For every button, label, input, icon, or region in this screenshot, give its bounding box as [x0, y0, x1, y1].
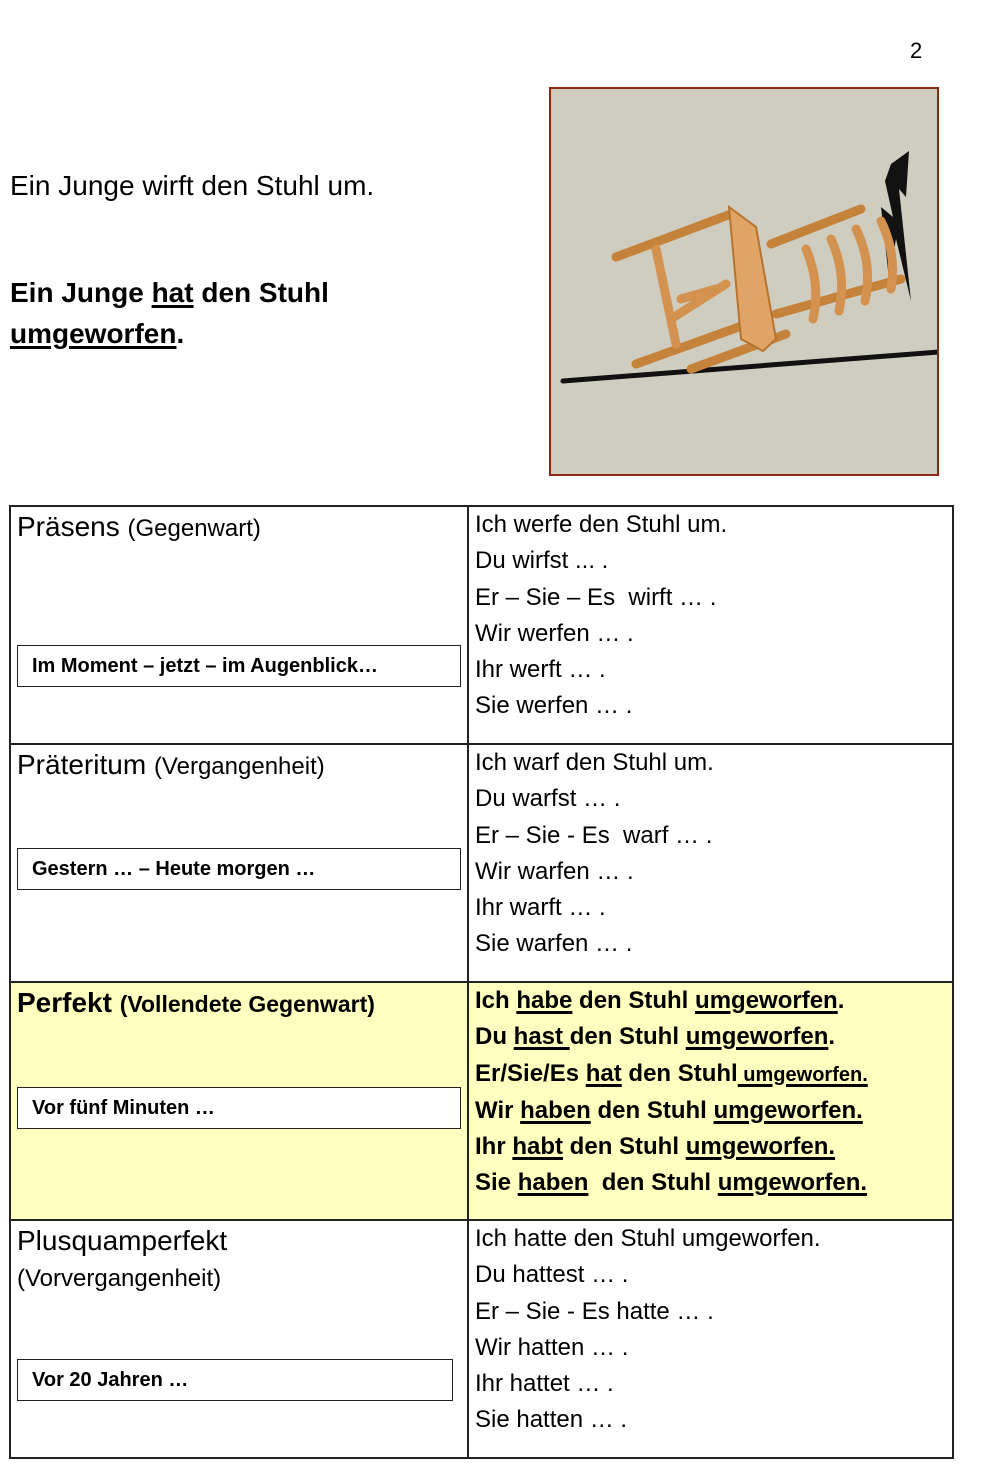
subject: Er/Sie/Es	[475, 1059, 586, 1087]
list-item	[475, 983, 952, 1019]
object: den Stuhl	[590, 1096, 714, 1124]
tense-name: Präsens	[17, 511, 120, 542]
list-item: Sie hatten … .	[475, 1406, 628, 1434]
table-row-praeteritum	[10, 744, 953, 982]
time-marker-box: Vor fünf Minuten …	[17, 1087, 461, 1129]
past-participle: umgeworfen.	[685, 1133, 836, 1161]
past-participle: umgeworfen	[695, 987, 838, 1014]
object: den Stuhl	[588, 1169, 718, 1197]
tense-translation: (Vollendete Gegenwart)	[119, 991, 375, 1017]
tense-translation: (Vergangenheit)	[153, 753, 325, 780]
tense-translation: (Gegenwart)	[127, 515, 261, 542]
object: den Stuhl	[572, 987, 696, 1014]
tense-title	[17, 1223, 227, 1297]
sentence-end: .	[828, 1023, 836, 1051]
table-row-plusquamperfekt	[10, 1220, 953, 1458]
table-row-praesens	[10, 506, 953, 744]
tense-name: Präteritum	[17, 749, 147, 780]
sentence-end: .	[176, 318, 185, 349]
example-sentence-perfect	[10, 272, 430, 354]
sentence-end: .	[837, 987, 845, 1014]
sentence-part: den Stuhl	[193, 277, 329, 308]
conjugation-list	[475, 1221, 952, 1439]
list-item: Ihr hattet … .	[475, 1370, 614, 1398]
list-item: Ihr werft … .	[475, 656, 606, 684]
list-item: Ihr warft … .	[475, 894, 606, 922]
sentence-part: Ein Junge	[10, 277, 152, 308]
list-item: Du warfst … .	[475, 785, 621, 813]
auxiliary-verb: hat	[585, 1059, 622, 1087]
tense-title	[17, 985, 375, 1022]
list-item: Er – Sie - Es hatte … .	[475, 1297, 714, 1325]
list-item	[475, 1056, 952, 1093]
past-participle: umgeworfen	[685, 1023, 829, 1051]
subject: Du	[475, 1023, 514, 1051]
list-item: Wir warfen … .	[475, 857, 634, 885]
subject: Ich	[475, 987, 517, 1014]
object: den Stuhl	[621, 1059, 738, 1087]
conjugation-table	[9, 505, 954, 1459]
time-marker-box: Im Moment – jetzt – im Augenblick…	[17, 645, 461, 687]
time-marker-box: Gestern … – Heute morgen …	[17, 848, 461, 890]
auxiliary-verb: habt	[512, 1133, 564, 1161]
list-item: Er – Sie – Es wirft … .	[475, 583, 717, 611]
list-item: Er – Sie - Es warf … .	[475, 821, 713, 849]
time-marker-box: Vor 20 Jahren …	[17, 1359, 453, 1401]
tense-translation: (Vorvergangenheit)	[17, 1265, 222, 1292]
past-participle: umgeworfen.	[717, 1169, 868, 1197]
page-number: 2	[910, 38, 923, 63]
past-participle: umgeworfen.	[737, 1063, 868, 1086]
forms-cell	[468, 506, 953, 744]
object: den Stuhl	[563, 1133, 686, 1161]
list-item: Sie werfen … .	[475, 692, 633, 720]
auxiliary-verb: haben	[520, 1096, 591, 1124]
list-item: Wir hatten … .	[475, 1333, 629, 1361]
list-item: Du hattest … .	[475, 1261, 629, 1289]
subject: Wir	[475, 1096, 521, 1124]
list-item: Sie warfen … .	[475, 930, 633, 958]
table-row-perfekt	[10, 982, 953, 1220]
past-participle: umgeworfen	[10, 318, 177, 349]
auxiliary-verb: habe	[516, 987, 573, 1014]
object: den Stuhl	[569, 1023, 686, 1051]
auxiliary-verb: hast	[513, 1023, 570, 1051]
conjugation-list	[475, 507, 952, 725]
list-item	[475, 1019, 952, 1055]
conjugation-list	[475, 745, 952, 963]
list-item: Ich hatte den Stuhl umgeworfen.	[475, 1225, 821, 1252]
tense-title	[17, 509, 261, 547]
list-item: Du wirfst ... .	[475, 547, 609, 575]
tense-cell	[10, 1220, 468, 1458]
tense-name: Plusquamperfekt	[17, 1225, 228, 1256]
tense-cell	[10, 744, 468, 982]
past-participle: umgeworfen.	[713, 1096, 863, 1124]
subject: Sie	[475, 1169, 518, 1197]
chair-icon	[551, 89, 937, 474]
list-item	[475, 1129, 952, 1165]
subject: Ihr	[475, 1133, 513, 1161]
list-item: Ich warf den Stuhl um.	[475, 749, 714, 776]
falling-chair-illustration	[549, 87, 939, 476]
list-item: Ich werfe den Stuhl um.	[475, 511, 728, 538]
tense-name: Perfekt	[17, 987, 112, 1018]
auxiliary-verb: haben	[517, 1169, 589, 1197]
forms-cell	[468, 744, 953, 982]
list-item	[475, 1093, 952, 1129]
auxiliary-verb: hat	[151, 277, 194, 308]
list-item	[475, 1165, 952, 1201]
forms-cell	[468, 1220, 953, 1458]
conjugation-list	[475, 983, 952, 1202]
tense-title	[17, 747, 325, 785]
example-sentence-present: Ein Junge wirft den Stuhl um.	[10, 170, 375, 201]
tense-cell	[10, 506, 468, 744]
list-item: Wir werfen … .	[475, 619, 634, 647]
tense-cell	[10, 982, 468, 1220]
forms-cell	[468, 982, 953, 1220]
